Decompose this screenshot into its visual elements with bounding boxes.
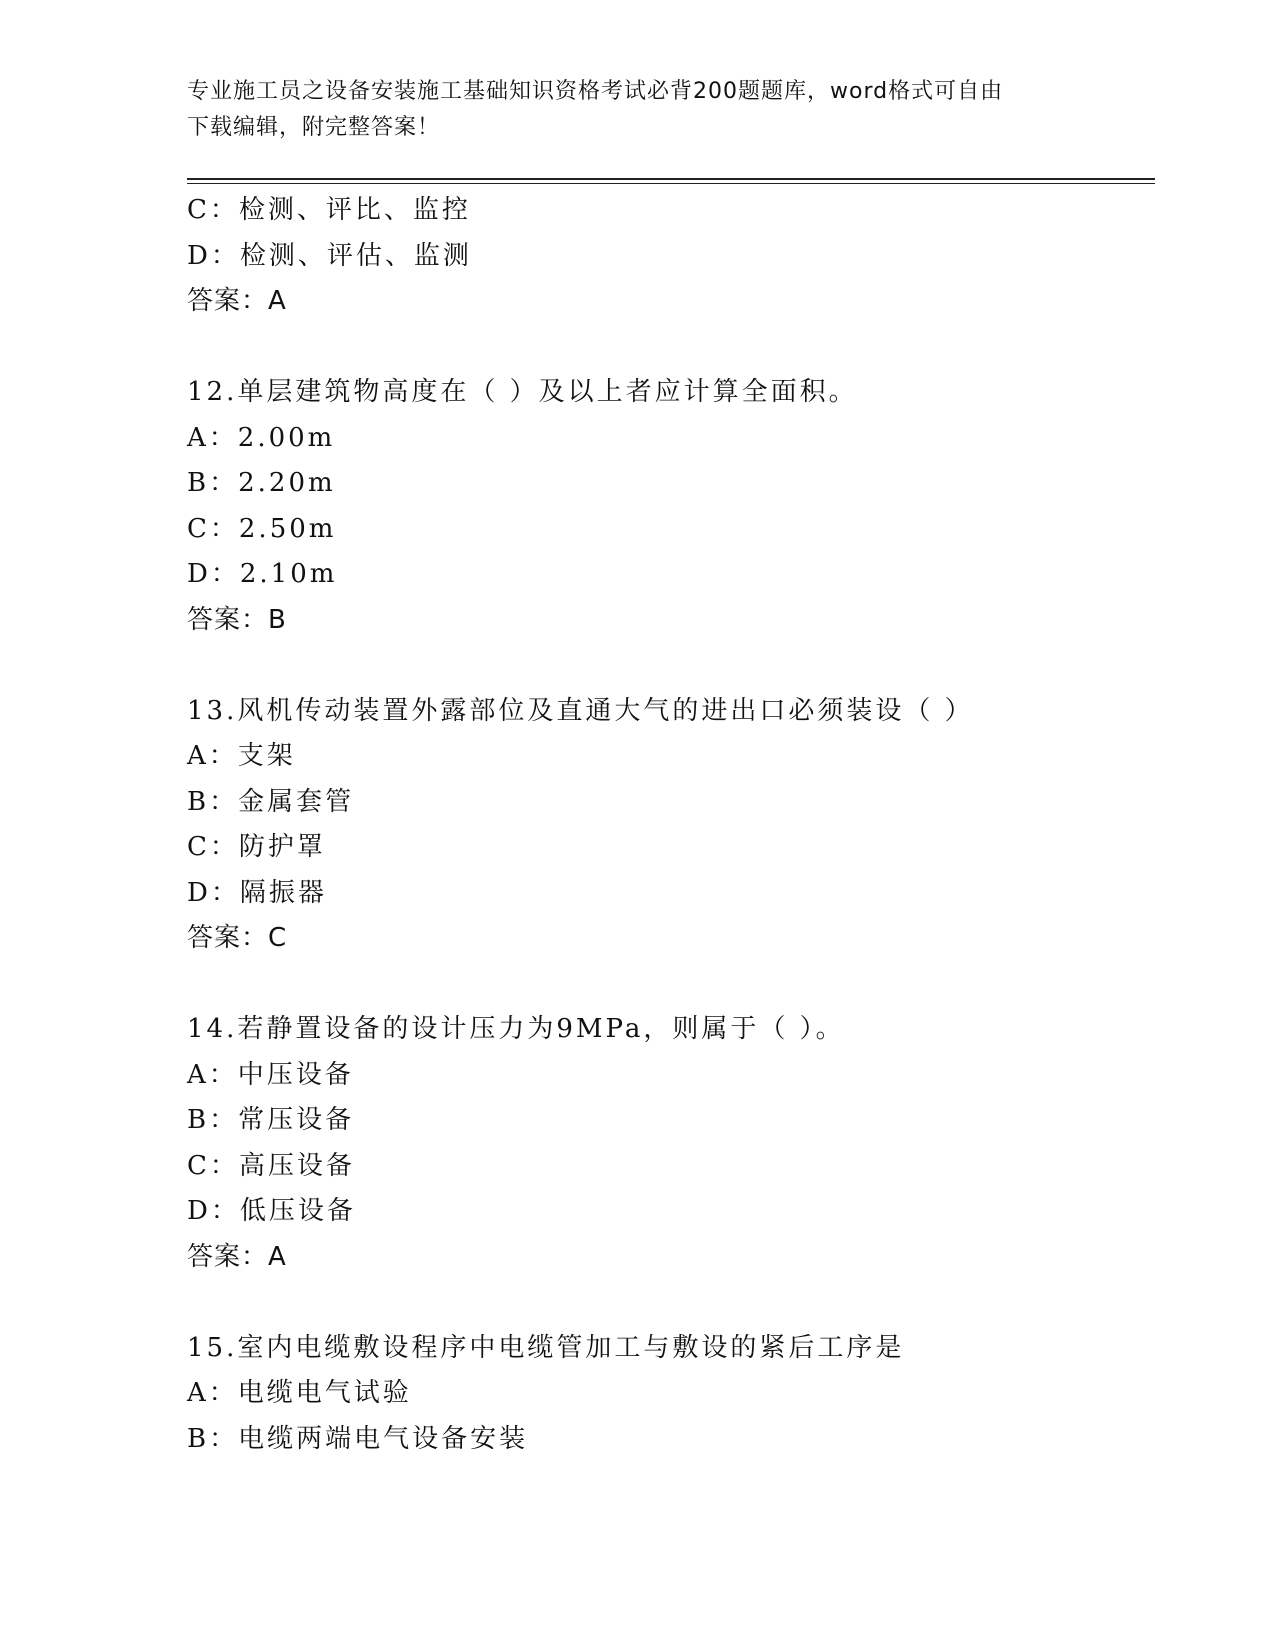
spacer — [187, 643, 1147, 689]
option-c: C：防护罩 — [187, 832, 326, 862]
question-stem: 14.若静置设备的设计压力为9MPa，则属于（ ）。 — [187, 1014, 845, 1044]
spacer — [187, 1280, 1147, 1326]
question-stem: 15.室内电缆敷设程序中电缆管加工与敷设的紧后工序是 — [187, 1332, 905, 1363]
answer: 答案：A — [187, 1241, 287, 1272]
question-stem: 13.风机传动装置外露部位及直通大气的进出口必须装设（ ） — [187, 695, 974, 726]
spacer — [187, 962, 1147, 1008]
option-a: A：中压设备 — [187, 1059, 354, 1090]
option-a: A：2.00m — [187, 422, 336, 453]
question-11-continuation — [187, 188, 1147, 325]
answer: 答案：C — [187, 923, 288, 953]
header-divider — [187, 178, 1155, 184]
option-c: C：2.50m — [187, 513, 337, 544]
spacer — [187, 325, 1147, 371]
header-line-2: 下载编辑，附完整答案！ — [187, 115, 441, 140]
option-c: C：检测、评比、监控 — [187, 195, 471, 225]
question-stem: 12.单层建筑物高度在（ ）及以上者应计算全面积。 — [187, 377, 858, 407]
answer: 答案：A — [187, 286, 287, 316]
option-d: D：隔振器 — [187, 877, 327, 908]
option-b: B：常压设备 — [187, 1105, 355, 1135]
option-d: D：低压设备 — [187, 1196, 356, 1226]
answer: 答案：B — [187, 604, 287, 635]
question-13 — [187, 689, 1147, 962]
option-b: B：2.20m — [187, 468, 336, 498]
question-15 — [187, 1326, 1147, 1463]
option-b: B：金属套管 — [187, 786, 355, 817]
option-a: A：支架 — [187, 741, 296, 771]
option-c: C：高压设备 — [187, 1150, 355, 1181]
question-14 — [187, 1007, 1147, 1280]
question-12 — [187, 370, 1147, 643]
header-line-1: 专业施工员之设备安装施工基础知识资格考试必背200题题库，word格式可自由 — [187, 79, 1004, 104]
option-d: D：检测、评估、监测 — [187, 240, 472, 271]
document-header — [187, 74, 1067, 146]
question-content — [187, 188, 1147, 1462]
option-d: D：2.10m — [187, 559, 338, 589]
option-a: A：电缆电气试验 — [187, 1378, 412, 1408]
option-b: B：电缆两端电气设备安装 — [187, 1423, 529, 1454]
